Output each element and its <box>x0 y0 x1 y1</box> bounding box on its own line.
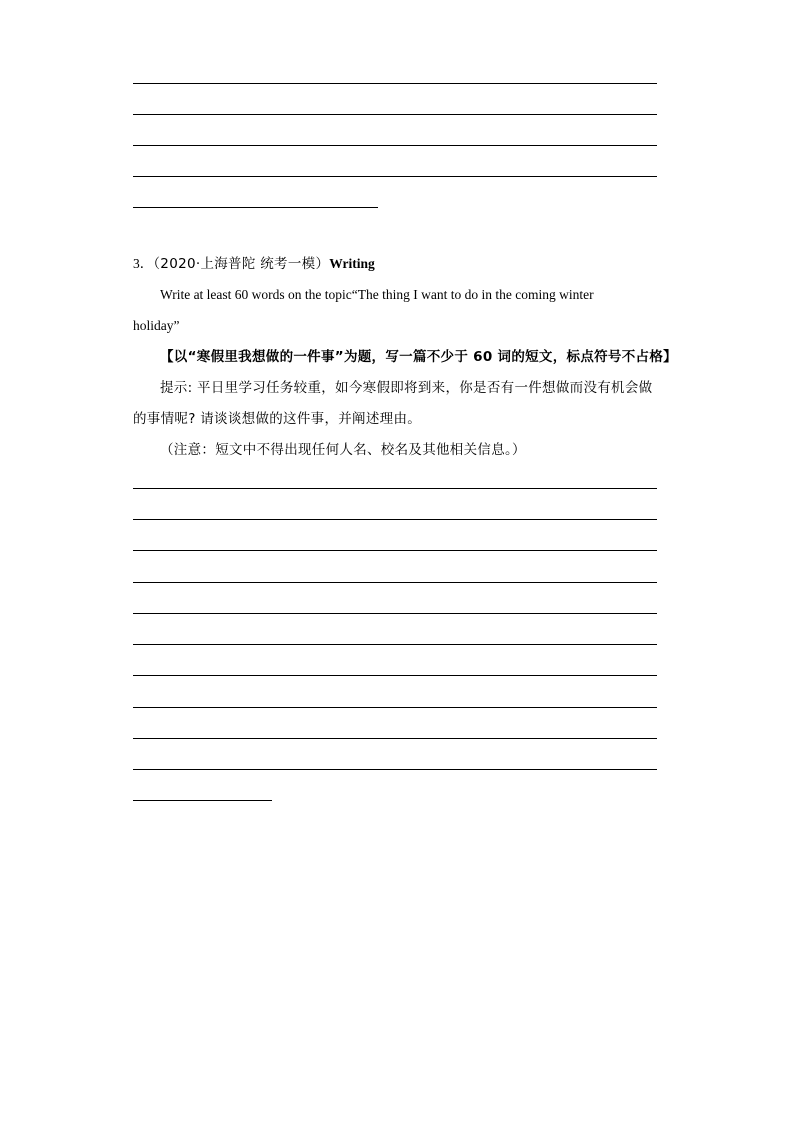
writing-line[interactable] <box>133 644 657 645</box>
writing-line[interactable] <box>133 675 657 676</box>
answer-line <box>133 145 657 146</box>
question-title: Writing <box>329 256 375 271</box>
note-line: （注意：短文中不得出现任何人名、校名及其他相关信息。） <box>160 442 526 458</box>
writing-line[interactable] <box>133 488 657 489</box>
writing-line[interactable] <box>133 613 657 614</box>
chinese-title: 【以“寒假里我想做的一件事”为题，写一篇不少于 60 词的短文，标点符号不占格】 <box>160 349 677 365</box>
writing-line[interactable] <box>133 519 657 520</box>
writing-line[interactable] <box>133 738 657 739</box>
answer-line-end <box>133 207 378 208</box>
answer-line <box>133 114 657 115</box>
question-heading <box>133 255 375 273</box>
writing-line-end[interactable] <box>133 800 272 801</box>
question-source: （2020·上海普陀 统考一模） <box>153 256 330 272</box>
hint-line: 提示: 平日里学习任务较重，如今寒假即将到来，你是否有一件想做而没有机会做 <box>160 380 653 396</box>
answer-line <box>133 83 657 84</box>
writing-line[interactable] <box>133 582 657 583</box>
writing-line[interactable] <box>133 707 657 708</box>
prompt-line: Write at least 60 words on the topic“The thing I want to do in the coming winter <box>160 287 594 302</box>
prompt-line: holiday” <box>133 318 180 333</box>
answer-line <box>133 176 657 177</box>
writing-line[interactable] <box>133 769 657 770</box>
hint-line: 的事情呢? 请谈谈想做的这件事，并阐述理由。 <box>133 411 422 427</box>
writing-line[interactable] <box>133 550 657 551</box>
question-number: 3． <box>133 256 154 271</box>
